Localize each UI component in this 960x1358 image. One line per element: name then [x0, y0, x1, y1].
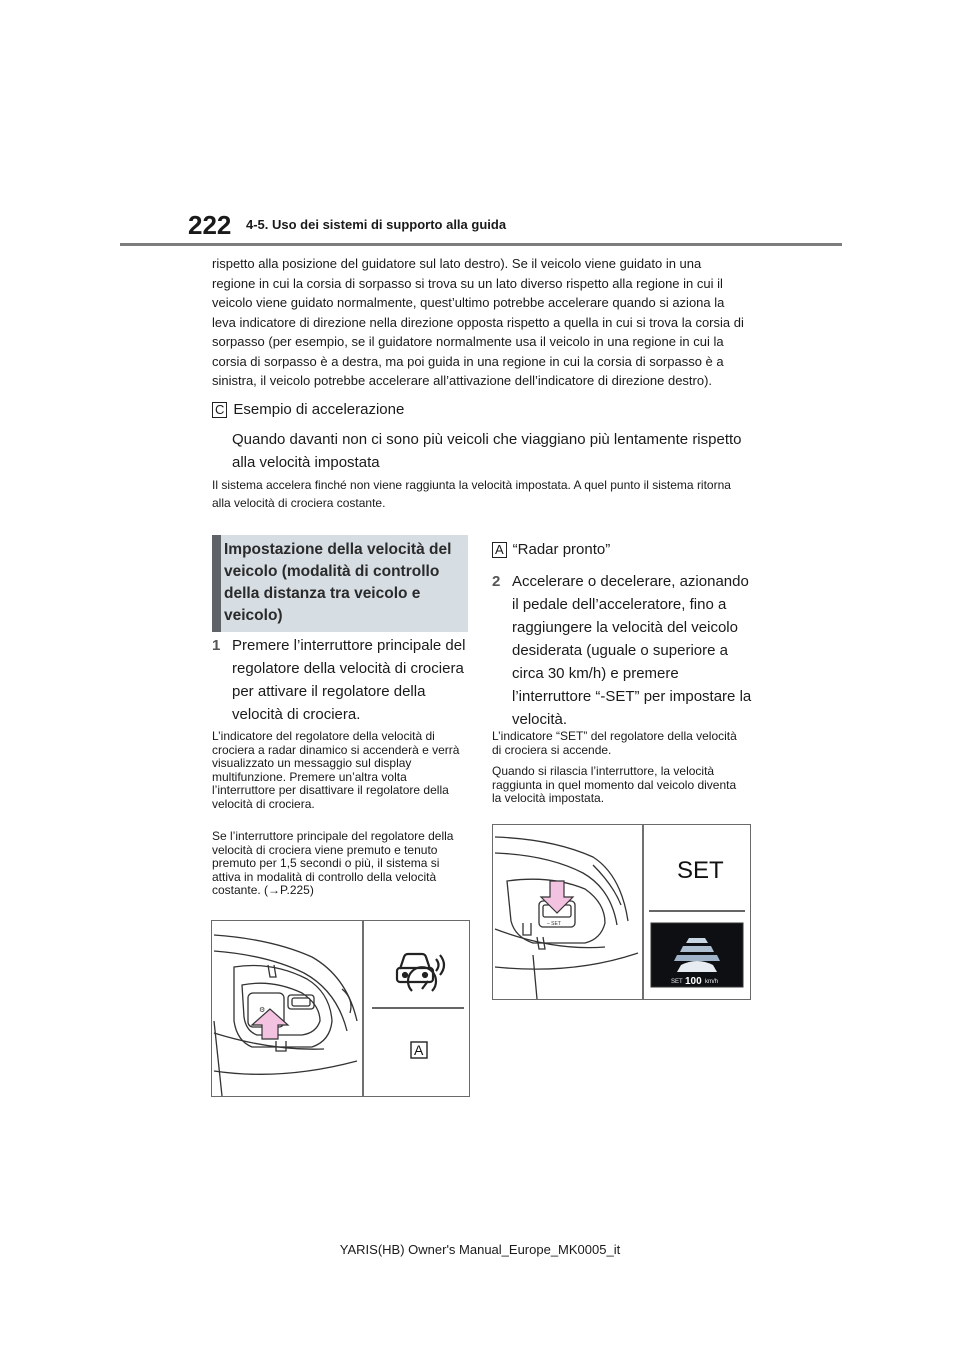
section-heading: Impostazione della velocità del veicolo (modalità di controllo della distanza tra veicolo e veicolo): [224, 541, 452, 624]
label-c: C: [212, 402, 227, 418]
step-2: [492, 570, 752, 731]
step-2-number: 2: [492, 573, 501, 590]
example-heading: [212, 400, 404, 420]
svg-text:⚙: ⚙: [259, 1006, 266, 1014]
step-2-note-a: L’indicatore “SET” del regolatore della velocità di crociera si accende.: [492, 729, 737, 757]
heading-bar: [212, 535, 221, 632]
radar-ready-label: [492, 540, 610, 560]
switch-label: – SET: [547, 921, 561, 927]
display-speed-value: 100: [685, 976, 702, 987]
intro-paragraph: rispetto alla posizione del guidatore sul lato destro). Se il veicolo viene guidato in una regione in cui la corsia di sorpasso si trova su un lato diverso rispetto alla regione in cui il veicolo viene guidato normalmente, quest’ultimo potrebbe accelerare quando si aziona la leva indicatore di direzione nella direzione opposta rispetto a quella in cui si trova la corsia di sorpasso (per esempio, se il guidatore normalmente usa il veicolo in una regione in cui la corsia di sorpasso è a destra, ma poi guida in una regione in cui la corsia di sorpasso è a sinistra, il veicolo potrebbe accelerare all’attivazione dell’indicatore di direzione destro).: [212, 256, 744, 388]
step-1: [212, 634, 472, 726]
example-title: Esempio di accelerazione: [233, 401, 405, 418]
step-1-note-a: L’indicatore del regolatore della velocità di crociera a radar dinamico si accenderà e verrà visualizzato un messaggio sul display multifunzione. Premere un’altra volta l’interruttore per disattivare il regolatore della velocità di crociera.: [212, 729, 460, 811]
figure-main-switch: [211, 920, 470, 1097]
label-a: A: [492, 542, 507, 558]
section-heading-box: [212, 535, 468, 632]
step-1-note-b: Se l’interruttore principale del regolatore della velocità di crociera viene premuto e tenuto premuto per 1,5 secondi o più, il sistema si attiva in modalità di controllo della velocità costante. (→P.225): [212, 829, 454, 897]
set-switch-illustration: [493, 825, 750, 999]
display-set-prefix: SET: [671, 979, 683, 985]
set-indicator-text: SET: [677, 857, 724, 884]
page-number: 222: [188, 210, 232, 240]
step-2-note-b: Quando si rilascia l’interruttore, la velocità raggiunta in quel momento dal veicolo diventa la velocità impostata.: [492, 764, 737, 805]
radar-ready-text: “Radar pronto”: [512, 541, 611, 558]
display-speed-unit: km/h: [705, 979, 719, 985]
steering-switch-illustration: [212, 921, 469, 1096]
footer: YARIS(HB) Owner's Manual_Europe_MK0005_it: [339, 1242, 621, 1257]
step-2-text: Accelerare o decelerare, azionando il pedale dell’acceleratore, fino a raggiungere la velocità del veicolo desiderata (uguale o superiore a circa 30 km/h) e premere l’interruttore “-SET” per impostare la velocità.: [512, 573, 752, 728]
callout-a-text: A: [414, 1042, 424, 1058]
step-1-text: Premere l’interruttore principale del regolatore della velocità di crociera per attivare il regolatore della velocità di crociera.: [232, 637, 466, 723]
figure-set-switch: [492, 824, 751, 1000]
down-arrow-icon: [541, 881, 573, 913]
step-1-number: 1: [212, 637, 221, 654]
example-note: Il sistema accelera finché non viene raggiunta la velocità impostata. A quel punto il sistema ritorna alla velocità di crociera costante.: [212, 478, 731, 510]
multi-info-display: [651, 923, 743, 987]
header-rule: [120, 243, 842, 246]
example-subtitle: Quando davanti non ci sono più veicoli che viaggiano più lentamente rispetto alla velocità impostata: [232, 431, 742, 471]
section-title: 4-5. Uso dei sistemi di supporto alla guida: [246, 217, 507, 232]
radar-cruise-icon: [397, 954, 444, 991]
